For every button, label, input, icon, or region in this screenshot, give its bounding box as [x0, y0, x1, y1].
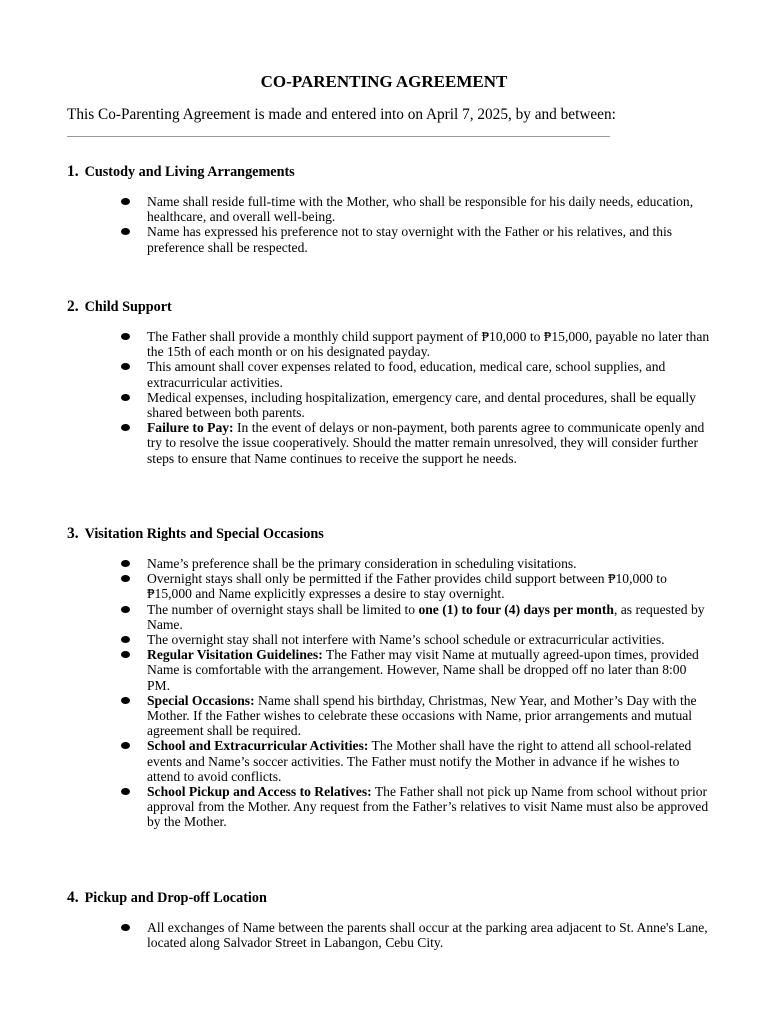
list-item: Overnight stays shall only be permitted if the Father provides child support between ₱10,000 to ₱15,000 and Name explicitly expresses a desire to stay overnight.	[121, 571, 711, 601]
list-item: Special Occasions: Name shall spend his birthday, Christmas, New Year, and Mother’s Day with the Mother. If the Father wishes to celebrate these occasions with Name, prior arrangements and mutual agreement shall be required.	[121, 693, 711, 739]
bullet-icon	[121, 363, 130, 370]
list-item: Name has expressed his preference not to stay overnight with the Father or his relatives, and this preference shall be respected.	[121, 224, 711, 254]
section-heading	[67, 298, 172, 316]
bullet-icon	[121, 198, 130, 205]
section-title: Custody and Living Arrangements	[84, 164, 295, 180]
list-item: Medical expenses, including hospitalization, emergency care, and dental procedures, shall be equally shared between both parents.	[121, 390, 711, 420]
bullet-list	[121, 194, 711, 255]
bullet-list	[121, 556, 711, 830]
bullet-icon	[121, 788, 130, 795]
section-number: 3.	[67, 525, 79, 542]
section-number: 2.	[67, 298, 79, 315]
bullet-icon	[121, 697, 130, 704]
bullet-icon	[121, 394, 130, 401]
bullet-icon	[121, 742, 130, 749]
bullet-icon	[121, 560, 130, 567]
bullet-icon	[121, 228, 130, 235]
section-heading	[67, 163, 295, 181]
bullet-icon	[121, 636, 130, 643]
document-title: CO-PARENTING AGREEMENT	[260, 72, 508, 91]
intro-paragraph: This Co-Parenting Agreement is made and entered into on April 7, 2025, by and between:	[67, 106, 616, 123]
section-heading	[67, 525, 324, 543]
bullet-list	[121, 329, 711, 466]
bullet-icon	[121, 575, 130, 582]
list-item: All exchanges of Name between the parents shall occur at the parking area adjacent to St. Anne's Lane, located along Salvador Street in Labangon, Cebu City.	[121, 920, 711, 950]
bullet-list	[121, 920, 711, 950]
list-item: School Pickup and Access to Relatives: The Father shall not pick up Name from school without prior approval from the Mother. Any request from the Father’s relatives to visit Name must also be approved by the Mother.	[121, 784, 711, 830]
list-item: Failure to Pay: In the event of delays or non-payment, both parents agree to communicate openly and try to resolve the issue cooperatively. Should the matter remain unresolved, they will consider further steps to ensure that Name continues to receive the support he needs.	[121, 420, 711, 466]
list-item: The Father shall provide a monthly child support payment of ₱10,000 to ₱15,000, payable no later than the 15th of each month or on his designated payday.	[121, 329, 711, 359]
bullet-icon	[121, 924, 130, 931]
list-item: The number of overnight stays shall be limited to one (1) to four (4) days per month, as requested by Name.	[121, 602, 711, 632]
bullet-icon	[121, 651, 130, 658]
section-title: Pickup and Drop-off Location	[84, 890, 267, 906]
section-heading	[67, 889, 267, 907]
section-number: 1.	[67, 163, 79, 180]
bullet-icon	[121, 424, 130, 431]
bullet-icon	[121, 606, 130, 613]
section-number: 4.	[67, 889, 79, 906]
list-item: The overnight stay shall not interfere with Name’s school schedule or extracurricular activities.	[121, 632, 711, 647]
section-title: Child Support	[84, 299, 172, 315]
section-title: Visitation Rights and Special Occasions	[84, 526, 324, 542]
list-item: Regular Visitation Guidelines: The Father may visit Name at mutually agreed-upon times, provided Name is comfortable with the arrangement. However, Name shall be dropped off no later than 8:00 PM.	[121, 647, 711, 693]
list-item: This amount shall cover expenses related to food, education, medical care, school supplies, and extracurricular activities.	[121, 359, 711, 389]
list-item: Name’s preference shall be the primary consideration in scheduling visitations.	[121, 556, 711, 571]
signature-line	[67, 136, 610, 137]
bullet-icon	[121, 333, 130, 340]
list-item: School and Extracurricular Activities: The Mother shall have the right to attend all school-related events and Name’s soccer activities. The Father must notify the Mother in advance if he wishes to attend to avoid conflicts.	[121, 738, 711, 784]
list-item: Name shall reside full-time with the Mother, who shall be responsible for his daily needs, education, healthcare, and overall well-being.	[121, 194, 711, 224]
